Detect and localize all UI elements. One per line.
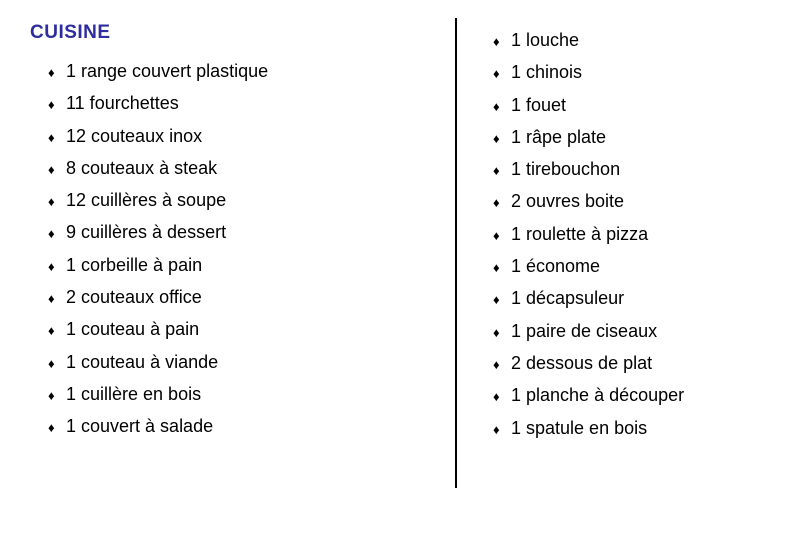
kitchen-items-list-right	[493, 25, 800, 445]
list-item	[493, 380, 800, 412]
diamond-bullet-icon: ♦	[493, 421, 500, 437]
diamond-bullet-icon: ♦	[493, 66, 500, 82]
diamond-bullet-icon: ♦	[48, 194, 55, 210]
list-item	[20, 314, 455, 346]
list-item	[493, 316, 800, 348]
list-item-label: 1 paire de ciseaux	[511, 320, 658, 341]
page-title: CUISINE	[30, 22, 111, 43]
diamond-bullet-icon: ♦	[48, 323, 55, 339]
diamond-bullet-icon: ♦	[48, 226, 55, 242]
diamond-bullet-icon: ♦	[48, 161, 55, 177]
diamond-bullet-icon: ♦	[493, 130, 500, 146]
list-item-label: 1 tirebouchon	[511, 159, 621, 180]
list-item	[493, 348, 800, 380]
list-item	[493, 283, 800, 315]
list-item-label: 1 râpe plate	[511, 126, 607, 147]
list-item-label: 1 décapsuleur	[511, 288, 625, 309]
list-item-label: 11 fourchettes	[66, 93, 179, 114]
diamond-bullet-icon: ♦	[48, 420, 55, 436]
list-item	[493, 57, 800, 89]
list-item	[493, 413, 800, 445]
diamond-bullet-icon: ♦	[493, 324, 500, 340]
list-item	[493, 25, 800, 57]
list-item-label: 9 cuillères à dessert	[66, 222, 227, 243]
diamond-bullet-icon: ♦	[493, 227, 500, 243]
diamond-bullet-icon: ♦	[493, 389, 500, 405]
list-item	[493, 90, 800, 122]
list-item-label: 12 couteaux inox	[66, 125, 203, 146]
diamond-bullet-icon: ♦	[493, 356, 500, 372]
diamond-bullet-icon: ♦	[493, 292, 500, 308]
diamond-bullet-icon: ♦	[48, 258, 55, 274]
list-item	[20, 153, 455, 185]
list-item-label: 1 roulette à pizza	[511, 223, 649, 244]
left-column	[0, 0, 455, 444]
diamond-bullet-icon: ♦	[493, 195, 500, 211]
list-item	[20, 217, 455, 249]
diamond-bullet-icon: ♦	[493, 98, 500, 114]
list-item-label: 1 louche	[511, 30, 580, 50]
list-item-label: 1 range couvert plastique	[66, 61, 269, 81]
kitchen-items-list-left	[20, 56, 455, 444]
list-item	[20, 411, 455, 443]
list-item-label: 12 cuillères à soupe	[66, 190, 227, 211]
list-item-label: 1 fouet	[511, 94, 567, 115]
diamond-bullet-icon: ♦	[48, 291, 55, 307]
list-item	[493, 154, 800, 186]
list-item-label: 8 couteaux à steak	[66, 157, 218, 178]
list-item	[20, 347, 455, 379]
list-item	[20, 185, 455, 217]
diamond-bullet-icon: ♦	[48, 97, 55, 113]
list-item-label: 1 corbeille à pain	[66, 254, 203, 275]
list-item	[493, 251, 800, 283]
list-item	[20, 121, 455, 153]
list-item	[20, 250, 455, 282]
diamond-bullet-icon: ♦	[493, 260, 500, 276]
column-divider	[455, 18, 457, 488]
list-item	[493, 219, 800, 251]
list-item	[20, 56, 455, 88]
list-item-label: 1 couteau à pain	[66, 319, 200, 340]
list-item	[493, 122, 800, 154]
diamond-bullet-icon: ♦	[48, 355, 55, 371]
list-item-label: 1 couvert à salade	[66, 416, 214, 437]
list-item-label: 1 chinois	[511, 62, 583, 83]
diamond-bullet-icon: ♦	[48, 65, 55, 80]
list-item	[20, 282, 455, 314]
list-item	[20, 379, 455, 411]
list-item-label: 1 économe	[511, 256, 601, 277]
list-item	[20, 88, 455, 120]
diamond-bullet-icon: ♦	[493, 163, 500, 179]
diamond-bullet-icon: ♦	[48, 129, 55, 145]
list-item-label: 1 planche à découper	[511, 385, 685, 406]
list-item-label: 1 spatule en bois	[511, 417, 648, 438]
diamond-bullet-icon: ♦	[48, 387, 55, 403]
list-item	[493, 186, 800, 218]
list-item-label: 2 couteaux office	[66, 287, 202, 308]
right-column	[455, 0, 800, 445]
list-item-label: 1 couteau à viande	[66, 351, 219, 372]
list-item-label: 1 cuillère en bois	[66, 383, 202, 404]
diamond-bullet-icon: ♦	[493, 34, 500, 49]
list-item-label: 2 dessous de plat	[511, 352, 653, 373]
list-item-label: 2 ouvres boite	[511, 191, 625, 212]
